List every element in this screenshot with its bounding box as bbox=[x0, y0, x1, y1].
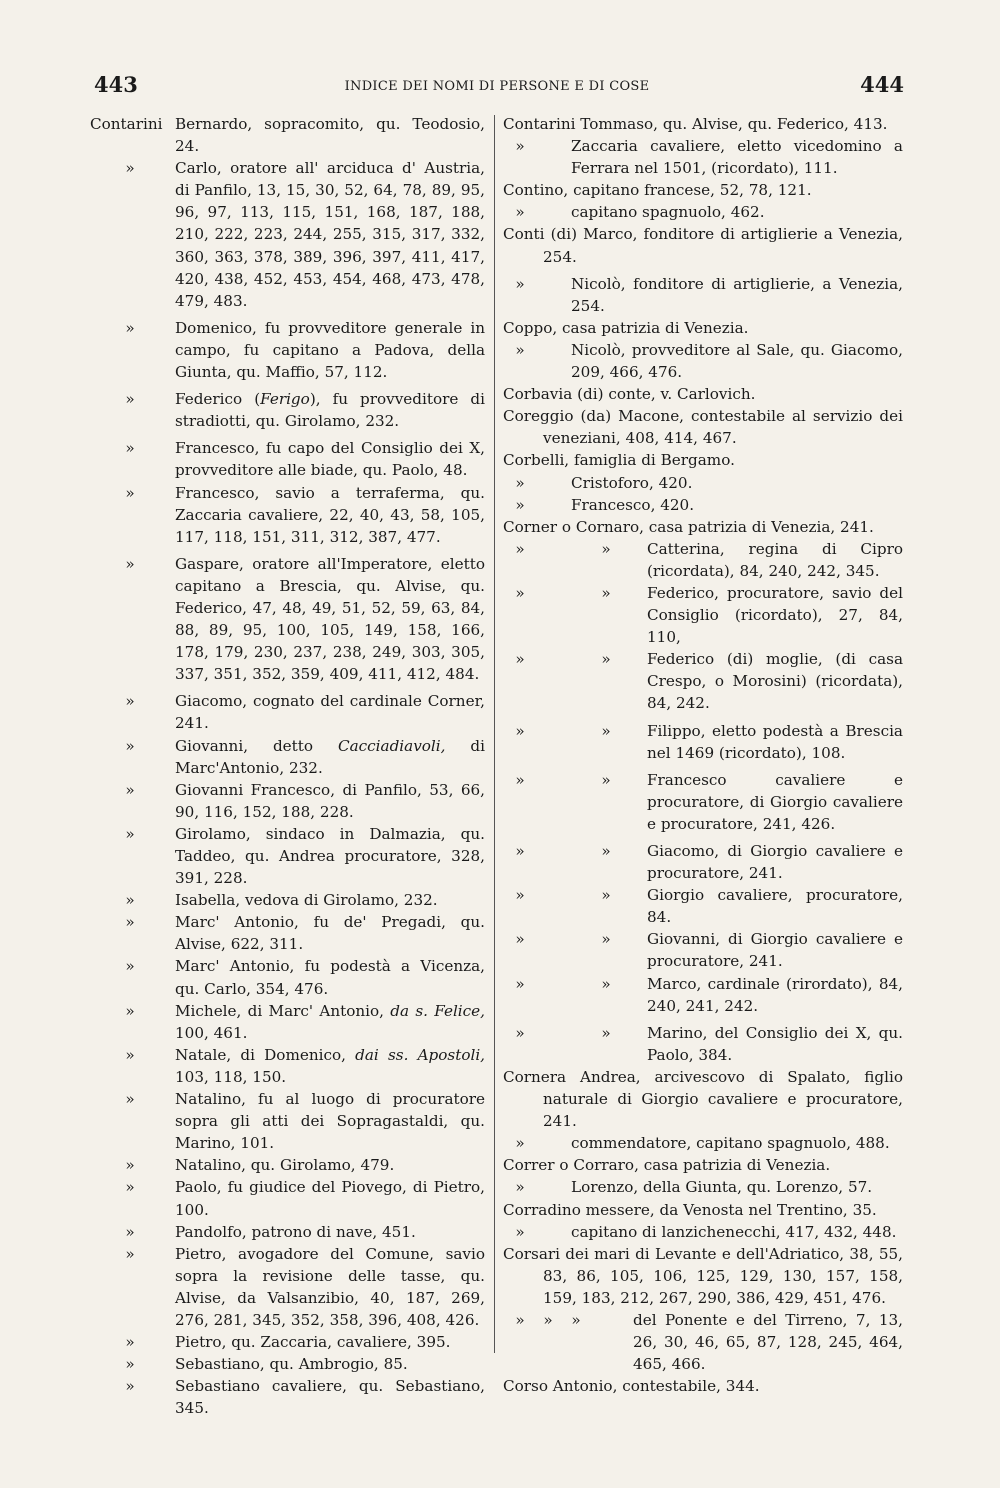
index-entry: Conti (di) Marco, fonditore di artiglierie a Venezia, 254. bbox=[503, 225, 903, 266]
index-entry bbox=[90, 1331, 485, 1353]
entry-text: Natale, di Domenico, bbox=[175, 1045, 356, 1064]
index-entry bbox=[503, 1022, 903, 1066]
index-entry bbox=[90, 1243, 485, 1331]
right-column bbox=[503, 113, 903, 1397]
index-entry bbox=[503, 538, 903, 582]
ditto-mark: » bbox=[515, 1023, 525, 1042]
ditto-mark: » bbox=[515, 974, 525, 993]
running-title: INDICE DEI NOMI DI PERSONE E DI COSE bbox=[344, 79, 650, 94]
ditto-mark: » bbox=[515, 650, 525, 669]
entry-text: Pandolfo, patrono di nave, 451. bbox=[175, 1222, 416, 1241]
index-entry: Corbelli, famiglia di Bergamo. bbox=[503, 451, 735, 470]
ditto-mark: » bbox=[515, 137, 525, 156]
ditto-mark: » bbox=[543, 1310, 553, 1329]
entry-text: Marc' Antonio, fu podestà a Vicenza, qu. Carlo, 354, 476. bbox=[175, 957, 485, 998]
ditto-mark: » bbox=[515, 583, 525, 602]
ditto-mark: » bbox=[125, 318, 135, 337]
ditto-mark: » bbox=[515, 721, 525, 740]
entry-text: Cristoforo, 420. bbox=[571, 473, 693, 492]
ditto-mark: » bbox=[125, 1156, 135, 1175]
entry-text: Francesco, 420. bbox=[571, 495, 695, 514]
index-entry: Correr o Corraro, casa patrizia di Venezia. bbox=[503, 1156, 831, 1175]
ditto-mark: » bbox=[515, 886, 525, 905]
index-entry bbox=[90, 437, 485, 481]
entry-italic: da s. Felice, bbox=[390, 1001, 485, 1020]
ditto-mark: » bbox=[125, 1178, 135, 1197]
entry-text: Francesco, fu capo del Consiglio dei X, provveditore alle biade, qu. Paolo, 48. bbox=[175, 439, 485, 480]
index-entry: Corner o Cornaro, casa patrizia di Venezia, 241. bbox=[503, 517, 874, 536]
ditto-mark: » bbox=[515, 495, 525, 514]
entry-text: Domenico, fu provveditore generale in campo, fu capitano a Padova, della Giunta, qu. Maffio, 57, 112. bbox=[175, 318, 485, 382]
entry-text: Girolamo, sindaco in Dalmazia, qu. Taddeo, qu. Andrea procuratore, 328, 391, 228. bbox=[175, 824, 485, 888]
index-entry bbox=[90, 1088, 485, 1154]
entry-surname: Contarini bbox=[90, 115, 163, 133]
ditto-mark: » bbox=[601, 886, 611, 905]
entry-italic: dai ss. Apostoli, bbox=[355, 1045, 486, 1064]
entry-text: commendatore, capitano spagnuolo, 488. bbox=[571, 1134, 890, 1153]
entry-text: Pietro, avogadore del Comune, savio sopra la revisione delle tasse, qu. Alvise, da Valsanzibio, 40, 187, 269, 276, 281, 345, 352, 358, 396, 408, 426. bbox=[175, 1244, 485, 1329]
index-entry bbox=[90, 317, 485, 383]
ditto-mark: » bbox=[601, 930, 611, 949]
ditto-mark: » bbox=[601, 583, 611, 602]
entry-text: ), fu provveditore di stradiotti, qu. Girolamo, 232. bbox=[175, 390, 485, 431]
ditto-mark: » bbox=[515, 930, 525, 949]
entry-text: del Ponente e del Tirreno, 7, 13, 26, 30, 46, 65, 87, 128, 245, 464, 465, 466. bbox=[633, 1310, 903, 1374]
ditto-mark: » bbox=[515, 1134, 525, 1153]
index-entry: Corso Antonio, contestabile, 344. bbox=[503, 1377, 760, 1396]
index-entry bbox=[90, 955, 485, 999]
ditto-mark: » bbox=[125, 1333, 135, 1352]
entry-text: Catterina, regina di Cipro (ricordata), 84, 240, 242, 345. bbox=[647, 539, 903, 580]
index-entry: Contino, capitano francese, 52, 78, 121. bbox=[503, 181, 812, 200]
index-entry: Cornera Andrea, arcivescovo di Spalato, figlio naturale di Giorgio cavaliere e procuratore, 241. bbox=[503, 1067, 903, 1131]
entry-text: Giovanni, detto bbox=[175, 736, 338, 755]
index-entry bbox=[90, 1375, 485, 1419]
ditto-mark: » bbox=[125, 483, 135, 502]
ditto-mark: » bbox=[125, 390, 135, 409]
index-entry bbox=[503, 648, 903, 714]
entry-text: Filippo, eletto podestà a Brescia nel 1469 (ricordato), 108. bbox=[647, 721, 903, 762]
index-entry bbox=[503, 720, 903, 764]
index-entry bbox=[90, 1154, 485, 1176]
ditto-mark: » bbox=[601, 770, 611, 789]
entry-text: Federico (di) moglie, (di casa Crespo, o Morosini) (ricordata), 84, 242. bbox=[647, 650, 903, 713]
index-entry: Contarini Tommaso, qu. Alvise, qu. Federico, 413. bbox=[503, 115, 888, 133]
index-entry bbox=[503, 884, 903, 928]
ditto-mark: » bbox=[125, 692, 135, 711]
index-entry bbox=[90, 113, 485, 157]
ditto-mark: » bbox=[125, 1377, 135, 1396]
entry-italic: Cacciadiavoli, bbox=[337, 736, 446, 755]
ditto-mark: » bbox=[515, 770, 525, 789]
entry-text: capitano di lanzichenecchi, 417, 432, 448. bbox=[571, 1222, 897, 1241]
ditto-mark: » bbox=[125, 824, 135, 843]
entry-text: Sebastiano, qu. Ambrogio, 85. bbox=[175, 1355, 408, 1374]
index-entry bbox=[503, 1132, 903, 1154]
ditto-mark: » bbox=[515, 1222, 525, 1241]
entry-text: Marc' Antonio, fu de' Pregadi, qu. Alvise, 622, 311. bbox=[175, 913, 485, 954]
ditto-mark: » bbox=[601, 721, 611, 740]
entry-text: Natalino, fu al luogo di procuratore sopra gli atti dei Sopragastaldi, qu. Marino, 101. bbox=[175, 1090, 485, 1153]
index-entry: Coppo, casa patrizia di Venezia. bbox=[503, 318, 749, 337]
ditto-mark: » bbox=[515, 539, 525, 558]
ditto-mark: » bbox=[515, 1310, 525, 1329]
entry-text: Natalino, qu. Girolamo, 479. bbox=[175, 1156, 395, 1175]
entry-text: Michele, di Marc' Antonio, bbox=[175, 1001, 391, 1020]
ditto-mark: » bbox=[125, 1090, 135, 1109]
entry-text: Francesco cavaliere e procuratore, di Giorgio cavaliere e procuratore, 241, 426. bbox=[647, 770, 903, 833]
entry-text: capitano spagnuolo, 462. bbox=[571, 203, 765, 222]
ditto-mark: » bbox=[571, 1310, 581, 1329]
ditto-mark: » bbox=[125, 1222, 135, 1241]
index-entry bbox=[90, 911, 485, 955]
index-entry bbox=[90, 1353, 485, 1375]
entry-text: Francesco, savio a terraferma, qu. Zaccaria cavaliere, 22, 40, 43, 58, 105, 117, 118, 151, 311, 312, 387, 477. bbox=[175, 483, 485, 546]
index-entry bbox=[90, 779, 485, 823]
index-entry: Corbavia (di) conte, v. Carlovich. bbox=[503, 385, 756, 404]
entry-text: Marco, cardinale (rirordato), 84, 240, 241, 242. bbox=[647, 974, 903, 1015]
right-page-number: 444 bbox=[860, 72, 904, 97]
index-entry bbox=[90, 823, 485, 889]
entry-text: Giacomo, di Giorgio cavaliere e procuratore, 241. bbox=[647, 842, 903, 883]
ditto-mark: » bbox=[125, 159, 135, 178]
index-entry bbox=[90, 735, 485, 779]
index-entry bbox=[90, 553, 485, 686]
ditto-mark: » bbox=[515, 274, 525, 293]
entry-text: Paolo, fu giudice del Piovego, di Pietro, 100. bbox=[175, 1178, 485, 1219]
index-entry: Coreggio (da) Macone, contestabile al servizio dei veneziani, 408, 414, 467. bbox=[503, 407, 903, 448]
column-divider bbox=[494, 115, 495, 1353]
index-entry: Corsari dei mari di Levante e dell'Adriatico, 38, 55, 83, 86, 105, 106, 125, 129, 130, 157, 158, 159, 183, 212, 267, 290, 386, 429, 451, 476. bbox=[503, 1244, 903, 1307]
ditto-mark: » bbox=[125, 736, 135, 755]
index-entry bbox=[90, 1044, 485, 1088]
entry-text: Giacomo, cognato del cardinale Corner, 241. bbox=[175, 692, 485, 733]
index-entry bbox=[503, 1309, 903, 1375]
index-entry bbox=[90, 690, 485, 734]
index-entry bbox=[503, 135, 903, 179]
ditto-mark: » bbox=[125, 913, 135, 932]
entry-text: Nicolò, fonditore di artiglierie, a Venezia, 254. bbox=[571, 274, 903, 315]
index-entry bbox=[90, 388, 485, 432]
index-entry bbox=[503, 582, 903, 648]
entry-text: Sebastiano cavaliere, qu. Sebastiano, 345. bbox=[175, 1377, 485, 1418]
index-entry bbox=[90, 157, 485, 312]
ditto-mark: » bbox=[515, 842, 525, 860]
entry-text: Isabella, vedova di Girolamo, 232. bbox=[175, 891, 438, 910]
entry-text: Giovanni Francesco, di Panfilo, 53, 66, 90, 116, 152, 188, 228. bbox=[175, 780, 485, 821]
entry-text: Nicolò, provveditore al Sale, qu. Giacomo, 209, 466, 476. bbox=[571, 340, 903, 382]
ditto-mark: » bbox=[125, 891, 135, 910]
entry-text: Zaccaria cavaliere, eletto vicedomino a Ferrara nel 1501, (ricordato), 111. bbox=[571, 137, 903, 178]
index-entry bbox=[503, 769, 903, 835]
index-entry bbox=[503, 472, 903, 494]
ditto-mark: » bbox=[125, 439, 135, 458]
ditto-mark: » bbox=[601, 842, 611, 860]
index-entry bbox=[503, 273, 903, 317]
entry-text: Gaspare, oratore all'Imperatore, eletto capitano a Brescia, qu. Alvise, qu. Federico, 47, 48, 49, 51, 52, 59, 63, 84, 88, 89, 95, 100, 105, 149, 158, 166, 178, 179, 230, 237, 238, 249, 303, 305, 337, 351, 352, 359, 409, 411, 412, 484. bbox=[175, 554, 485, 684]
ditto-mark: » bbox=[515, 203, 525, 222]
index-entry bbox=[503, 1176, 903, 1198]
index-entry bbox=[503, 928, 903, 972]
left-column bbox=[90, 113, 485, 1419]
entry-text: Pietro, qu. Zaccaria, cavaliere, 395. bbox=[175, 1333, 451, 1352]
entry-text: 103, 118, 150. bbox=[175, 1067, 287, 1086]
ditto-mark: » bbox=[515, 473, 525, 492]
left-page-number: 443 bbox=[94, 72, 138, 97]
ditto-mark: » bbox=[125, 957, 135, 976]
entry-text: Giorgio cavaliere, procuratore, 84. bbox=[647, 886, 903, 927]
index-entry bbox=[503, 1221, 903, 1243]
index-entry bbox=[503, 973, 903, 1017]
index-entry bbox=[90, 889, 485, 911]
entry-text: Federico, procuratore, savio del Consiglio (ricordato), 27, 84, 110, bbox=[647, 583, 903, 647]
entry-text: Marino, del Consiglio dei X, qu. Paolo, 384. bbox=[647, 1023, 903, 1064]
ditto-mark: » bbox=[601, 1023, 611, 1042]
entry-italic: Ferigo bbox=[260, 390, 310, 409]
entry-text: di Marc'Antonio, 232. bbox=[175, 736, 485, 777]
entry-text: Lorenzo, della Giunta, qu. Lorenzo, 57. bbox=[571, 1178, 873, 1197]
index-entry bbox=[503, 494, 903, 516]
entry-text: Carlo, oratore all' arciduca d' Austria, di Panfilo, 13, 15, 30, 52, 64, 78, 89, 95, 96, 97, 113, 115, 151, 168, 187, 188, 210, 222, 223, 244, 255, 315, 317, 332, 360, 363, 378, 389, 396, 397, 411, 417, 420, 438, 452, 453, 454, 468, 473, 478, 479, 483. bbox=[175, 159, 485, 310]
entry-text: Federico ( bbox=[175, 390, 261, 409]
index-entry bbox=[90, 1176, 485, 1220]
ditto-mark: » bbox=[125, 1355, 135, 1374]
ditto-mark: » bbox=[125, 1001, 135, 1020]
index-entry bbox=[90, 482, 485, 548]
ditto-mark: » bbox=[601, 650, 611, 669]
ditto-mark: » bbox=[601, 974, 611, 993]
entry-text: Giovanni, di Giorgio cavaliere e procuratore, 241. bbox=[647, 930, 903, 971]
index-entry bbox=[503, 339, 903, 383]
index-entry bbox=[90, 1000, 485, 1044]
ditto-mark: » bbox=[125, 780, 135, 799]
ditto-mark: » bbox=[601, 539, 611, 558]
index-entry bbox=[90, 1221, 485, 1243]
index-entry: Corradino messere, da Venosta nel Trentino, 35. bbox=[503, 1200, 877, 1219]
page-header bbox=[90, 72, 904, 102]
ditto-mark: » bbox=[125, 554, 135, 573]
entry-text: Bernardo, sopracomito, qu. Teodosio, 24. bbox=[175, 115, 485, 156]
index-entry bbox=[503, 840, 903, 884]
ditto-mark: » bbox=[125, 1244, 135, 1263]
ditto-mark: » bbox=[515, 1178, 525, 1197]
entry-text: 100, 461. bbox=[175, 1023, 248, 1042]
index-entry bbox=[503, 201, 903, 223]
ditto-mark: » bbox=[125, 1045, 135, 1064]
ditto-mark: » bbox=[515, 340, 525, 359]
